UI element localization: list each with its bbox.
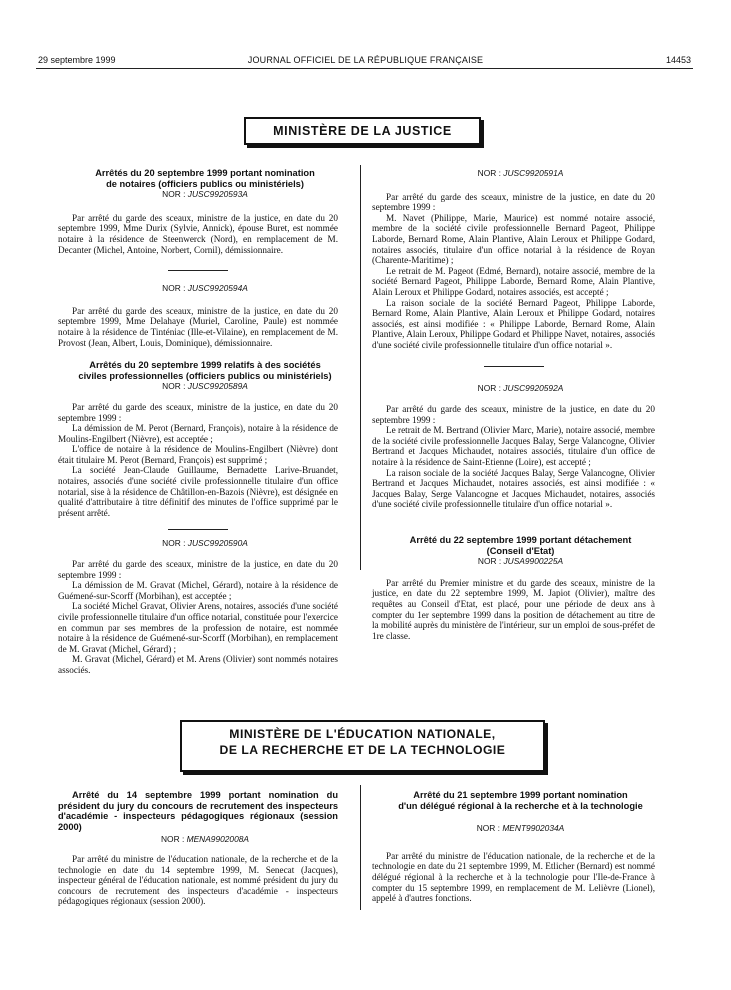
decree-paragraph: La démission de M. Gravat (Michel, Gérard), notaire à la résidence de Guémené-sur-Scorff (Morbihan), est acceptée ; — [58, 580, 338, 601]
decree-paragraph: L'office de notaire à la résidence de Moulins-Engilbert (Nièvre) dont était titulaire M. Perot (Bernard, François) est supprimé ; — [58, 444, 338, 465]
nor-reference: NOR : JUSA9900225A — [477, 556, 564, 567]
decree-paragraph: La démission de M. Perot (Bernard, François), notaire à la résidence de Moulins-Engilbert (Nièvre), est acceptée ; — [58, 423, 338, 444]
column-divider — [360, 785, 361, 910]
nor-reference: NOR : JUSC9920591A — [477, 168, 564, 178]
decree-paragraph: Par arrêté du Premier ministre et du garde des sceaux, ministre de la justice, en date du 22 septembre 1999, M. Japiot (Olivier), maître des requêtes au Conseil d'Etat, est placé, pour une période de deux ans à compter du 1er septembre 1999 dans la position de détachement au titre de la mobilité auprès du ministère de l'intérieur, sur un emploi de sous-préfet de 1re classe. — [372, 577, 655, 641]
nor-reference: NOR : JUSC9920592A — [477, 382, 564, 393]
nor-reference: NOR : MENT9902034A — [476, 823, 565, 834]
separator — [168, 270, 228, 271]
decree-paragraph: Par arrêté du garde des sceaux, ministre de la justice, en date du 20 septembre 1999 : — [58, 401, 338, 423]
column-divider — [360, 165, 361, 570]
decree-paragraph: Par arrêté du garde des sceaux, ministre de la justice, en date du 20 septembre 1999 : — [58, 559, 338, 580]
decree-paragraph: Par arrêté du ministre de l'éducation nationale, de la recherche et de la technologie en date du 21 septembre 1999, M. Etlicher (Bernard) est nommé délégué régional à la recherche et à la technologie pour l'Ile-de-France à compter du 15 septembre 1999, en remplacement de M. Lelièvre (Lionel), appelé à d'autres fonctions. — [372, 850, 655, 904]
decree-paragraph: Par arrêté du ministre de l'éducation nationale, de la recherche et de la technologie en date du 14 septembre 1999, M. Senecat (Jacques), inspecteur général de l'éducation nationale, est nommé président du jury du concours de recrutement des inspecteurs d'académie - inspecteurs pédagogiques régionaux (session 2000). — [58, 853, 338, 907]
decree-paragraph: Par arrêté du garde des sceaux, ministre de la justice, en date du 20 septembre 1999, Mme Durix (Sylvie, Annick), épouse Buret, est nommée notaire à la résidence de Steenwerck (Nord), en remplacement de M. Decanter (Michel, Antoine, Norbert, Cornil), démissionnaire. — [58, 212, 338, 255]
nor-reference: NOR : JUSC9920589A — [162, 381, 248, 392]
decree-paragraph: Par arrêté du garde des sceaux, ministre de la justice, en date du 20 septembre 1999, Mme Delahaye (Muriel, Caroline, Paule) est nommée notaire à la résidence de Tinténiac (Ille-et-Vilaine), en remplacement de M. Provost (Jean, Albert, Louis, Dominique), démissionnaire. — [58, 305, 338, 348]
decree-paragraph: M. Gravat (Michel, Gérard) et M. Arens (Olivier) sont nommés notaires associés. — [58, 654, 338, 675]
nor-reference: NOR : JUSC9920593A — [162, 189, 248, 200]
separator — [484, 366, 544, 367]
ministry-justice-title: MINISTÈRE DE LA JUSTICE — [273, 124, 452, 138]
header-page-number: 14453 — [665, 55, 691, 65]
separator — [168, 529, 228, 530]
nor-reference: NOR : JUSC9920594A — [162, 283, 248, 294]
ministry-education-title-line1: MINISTÈRE DE L'ÉDUCATION NATIONALE, — [229, 727, 496, 741]
decree-title: Arrêté du 21 septembre 1999 portant nomination — [413, 790, 628, 800]
decree-title: Arrêtés du 20 septembre 1999 portant nomination — [95, 168, 315, 178]
decree-paragraph: La raison sociale de la société Bernard Pageot, Philippe Laborde, Bernard Rome, Alain Plantive, Alain Leroux et Philippe Godard, notaires associés, est ainsi modifiée : « Philippe Laborde, Bernard Rome, Alain Plantive, Alain Leroux, Philippe Godard et Philippe Navet, notaires, associés d'une société civile professionnelle titulaire d'un office notarial ». — [372, 297, 655, 350]
decree-title-cont: civiles professionnelles (officiers publics ou ministériels) — [78, 370, 332, 381]
header-rule — [36, 68, 693, 69]
nor-reference: NOR : MENA9902008A — [161, 834, 249, 845]
ministry-justice-box — [244, 117, 481, 145]
education-right-column — [372, 790, 655, 904]
justice-right-column — [372, 168, 655, 641]
header-date: 29 septembre 1999 — [38, 55, 116, 65]
decree-paragraph: La société Michel Gravat, Olivier Arens, notaires, associés d'une société civile professionnelle titulaire d'un office notarial, constituée pour l'exercice en commun par ses membres de la profession de notaire, est nommée notaire à la résidence de Guémené-sur-Scorff (Morbihan), en remplacement de M. Gravat (Michel, Gérard) ; — [58, 601, 338, 654]
decree-title: Arrêté du 14 septembre 1999 portant nomination du président du jury du concours de recrutement des inspecteurs d'académie - inspecteurs pédagogiques régionaux (session 2000) — [58, 790, 338, 832]
education-left-column — [58, 790, 338, 907]
decree-title: Arrêté du 22 septembre 1999 portant détachement — [409, 535, 632, 546]
decree-title: Arrêtés du 20 septembre 1999 relatifs à des sociétés — [89, 360, 321, 371]
decree-paragraph: Par arrêté du garde des sceaux, ministre de la justice, en date du 20 septembre 1999 : — [372, 191, 655, 213]
decree-paragraph: La raison sociale de la société Jacques Balay, Serge Valancogne, Olivier Bertrand et Jacques Michaudet, notaires associés, est ainsi modifiée : « Jacques Balay, Serge Valancogne et Jacques Michaudet, notaires, associés d'une société civile professionnelle titulaire d'un office notarial ». — [372, 467, 655, 510]
nor-reference: NOR : JUSC9920590A — [162, 538, 248, 549]
decree-paragraph: Le retrait de M. Bertrand (Olivier Marc, Marie), notaire associé, membre de la société civile professionnelle Jacques Balay, Serge Valancogne, Olivier Bertrand et Jacques Michaudet, notaires associés, titulaire d'un office de notaire à la résidence de Saint-Etienne (Loire), est accepté ; — [372, 425, 655, 468]
decree-title-cont: (Conseil d'Etat) — [486, 545, 555, 556]
decree-paragraph: M. Navet (Philippe, Marie, Maurice) est nommé notaire associé, membre de la société civile professionnelle Bernard Pageot, Philippe Laborde, Bernard Rome, Alain Plantive, Alain Leroux et Philippe Godard, notaires associés, titulaire d'un office notarial à la résidence de Royan (Charente-Maritime) ; — [372, 212, 655, 266]
decree-title-cont: de notaires (officiers publics ou ministériels) — [106, 178, 304, 189]
justice-left-column — [58, 168, 338, 676]
decree-paragraph: La société Jean-Claude Guillaume, Bernadette Larive-Bruandet, notaires, associés d'une société civile professionnelle titulaire d'un office notarial, sise à la résidence de Châtillon-en-Bazois (Nièvre), est désignée en qualité d'attributaire à titre définitif des minutes de l'office supprimé par le présent arrêté. — [58, 465, 338, 518]
decree-title-cont: d'un délégué régional à la recherche et à la technologie — [398, 800, 643, 811]
ministry-education-title-line2: DE LA RECHERCHE ET DE LA TECHNOLOGIE — [219, 743, 506, 757]
decree-paragraph: Le retrait de M. Pageot (Edmé, Bernard), notaire associé, membre de la société Bernard Pageot, Philippe Laborde, Bernard Rome, Alain Plantive, Alain Leroux et Philippe Godard, notaires associés, est accepté ; — [372, 265, 655, 297]
ministry-education-box — [180, 720, 545, 772]
decree-paragraph: Par arrêté du garde des sceaux, ministre de la justice, en date du 20 septembre 1999 : — [372, 404, 655, 425]
header-journal-title: JOURNAL OFFICIEL DE LA RÉPUBLIQUE FRANÇAISE — [247, 55, 484, 65]
